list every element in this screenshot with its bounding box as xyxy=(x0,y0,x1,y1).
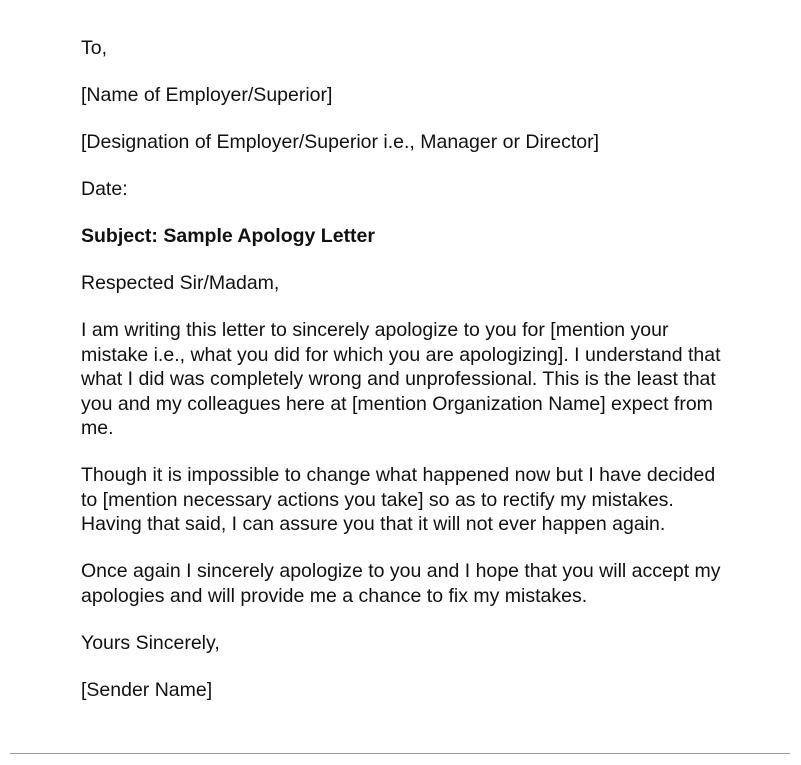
recipient-designation: [Designation of Employer/Superior i.e., Manager or Director] xyxy=(81,131,600,153)
subject-line: Subject: Sample Apology Letter xyxy=(81,225,375,247)
letter-document xyxy=(81,36,721,725)
salutation: Respected Sir/Madam, xyxy=(81,272,280,294)
body-paragraph-3: Once again I sincerely apologize to you and I hope that you will accept my apologies and will provide me a chance to fix my mistakes. xyxy=(81,560,721,607)
date-line: Date: xyxy=(81,178,128,200)
body-paragraph-1: I am writing this letter to sincerely apologize to you for [mention your mistake i.e., what you did for which you are apologizing]. I understand that what I did was completely wrong and unprofessional. This is the least that you and my colleagues here at [mention Organization Name] expect from me. xyxy=(81,319,721,439)
closing: Yours Sincerely, xyxy=(81,631,220,654)
recipient-name: [Name of Employer/Superior] xyxy=(81,84,333,106)
to-line: To, xyxy=(81,37,108,59)
body-paragraph-2: Though it is impossible to change what happened now but I have decided to [mention necessary actions you take] so as to rectify my mistakes. Having that said, I can assure you that it will not ever happen again. xyxy=(81,464,716,535)
bottom-divider xyxy=(10,753,790,754)
sender-name: [Sender Name] xyxy=(81,678,213,701)
